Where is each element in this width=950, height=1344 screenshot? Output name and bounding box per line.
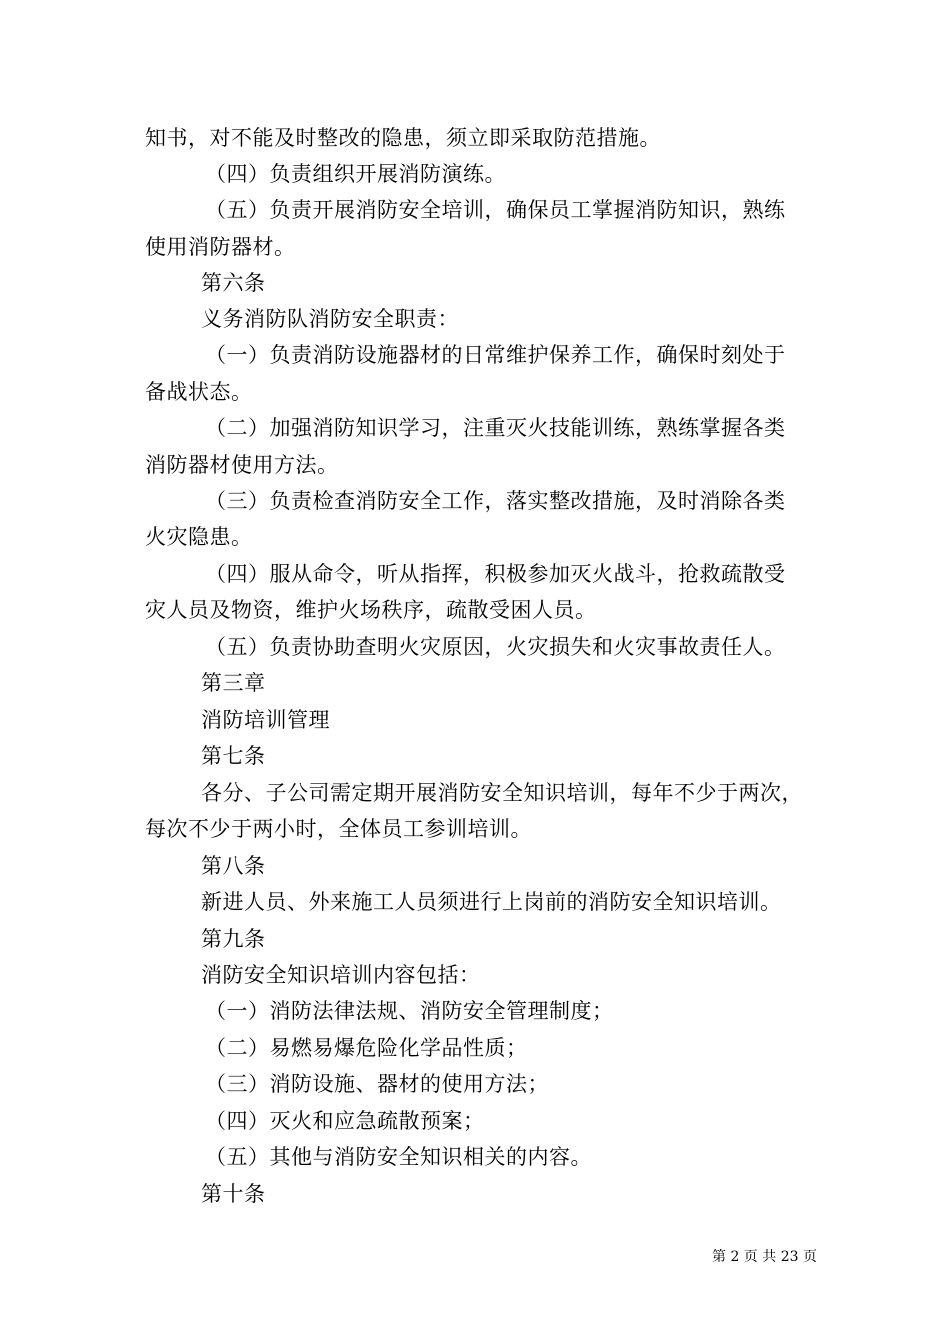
text-line: 备战状态。 [145,380,253,404]
text-line: 消防培训管理 [201,708,330,732]
text-line: 消防安全知识培训内容包括： [201,963,481,987]
text-line: （三）负责检查消防安全工作，落实整改措施，及时消除各类 [205,489,786,513]
text-line: （四）负责组织开展消防演练。 [205,162,506,186]
text-line: （五）负责开展消防安全培训，确保员工掌握消防知识，熟练 [205,198,786,222]
text-line: （二）加强消防知识学习，注重灭火技能训练，熟练掌握各类 [205,416,786,440]
text-line: （一）消防法律法规、消防安全管理制度； [205,999,614,1023]
text-line: 第七条 [201,744,266,768]
text-line: 新进人员、外来施工人员须进行上岗前的消防安全知识培训。 [201,890,782,914]
text-line: 第十条 [201,1182,266,1206]
text-line: 义务消防队消防安全职责： [201,307,459,331]
page-number: 第 2 页 共 23 页 [712,1249,817,1265]
text-line: 第九条 [201,927,266,951]
text-line: 第八条 [201,854,266,878]
text-line: 灾人员及物资，维护火场秩序，疏散受困人员。 [145,598,597,622]
text-line: （四）灭火和应急疏散预案； [205,1109,485,1133]
text-line: 火灾隐患。 [145,525,253,549]
text-line: （三）消防设施、器材的使用方法； [205,1072,549,1096]
text-line: 知书，对不能及时整改的隐患，须立即采取防范措施。 [145,126,661,150]
text-line: （五）负责协助查明火灾原因，火灾损失和火灾事故责任人。 [205,635,786,659]
text-line: 各分、子公司需定期开展消防安全知识培训，每年不少于两次， [201,781,803,805]
text-line: 消防器材使用方法。 [145,453,339,477]
text-line: （一）负责消防设施器材的日常维护保养工作，确保时刻处于 [205,343,786,367]
text-line: 每次不少于两小时，全体员工参训培训。 [145,817,532,841]
text-line: 使用消防器材。 [145,235,296,259]
text-line: （二）易燃易爆危险化学品性质； [205,1036,528,1060]
text-line: （四）服从命令，听从指挥，积极参加灭火战斗，抢救疏散受 [205,562,786,586]
text-line: 第六条 [201,271,266,295]
text-line: 第三章 [201,671,266,695]
text-line: （五）其他与消防安全知识相关的内容。 [205,1145,592,1169]
